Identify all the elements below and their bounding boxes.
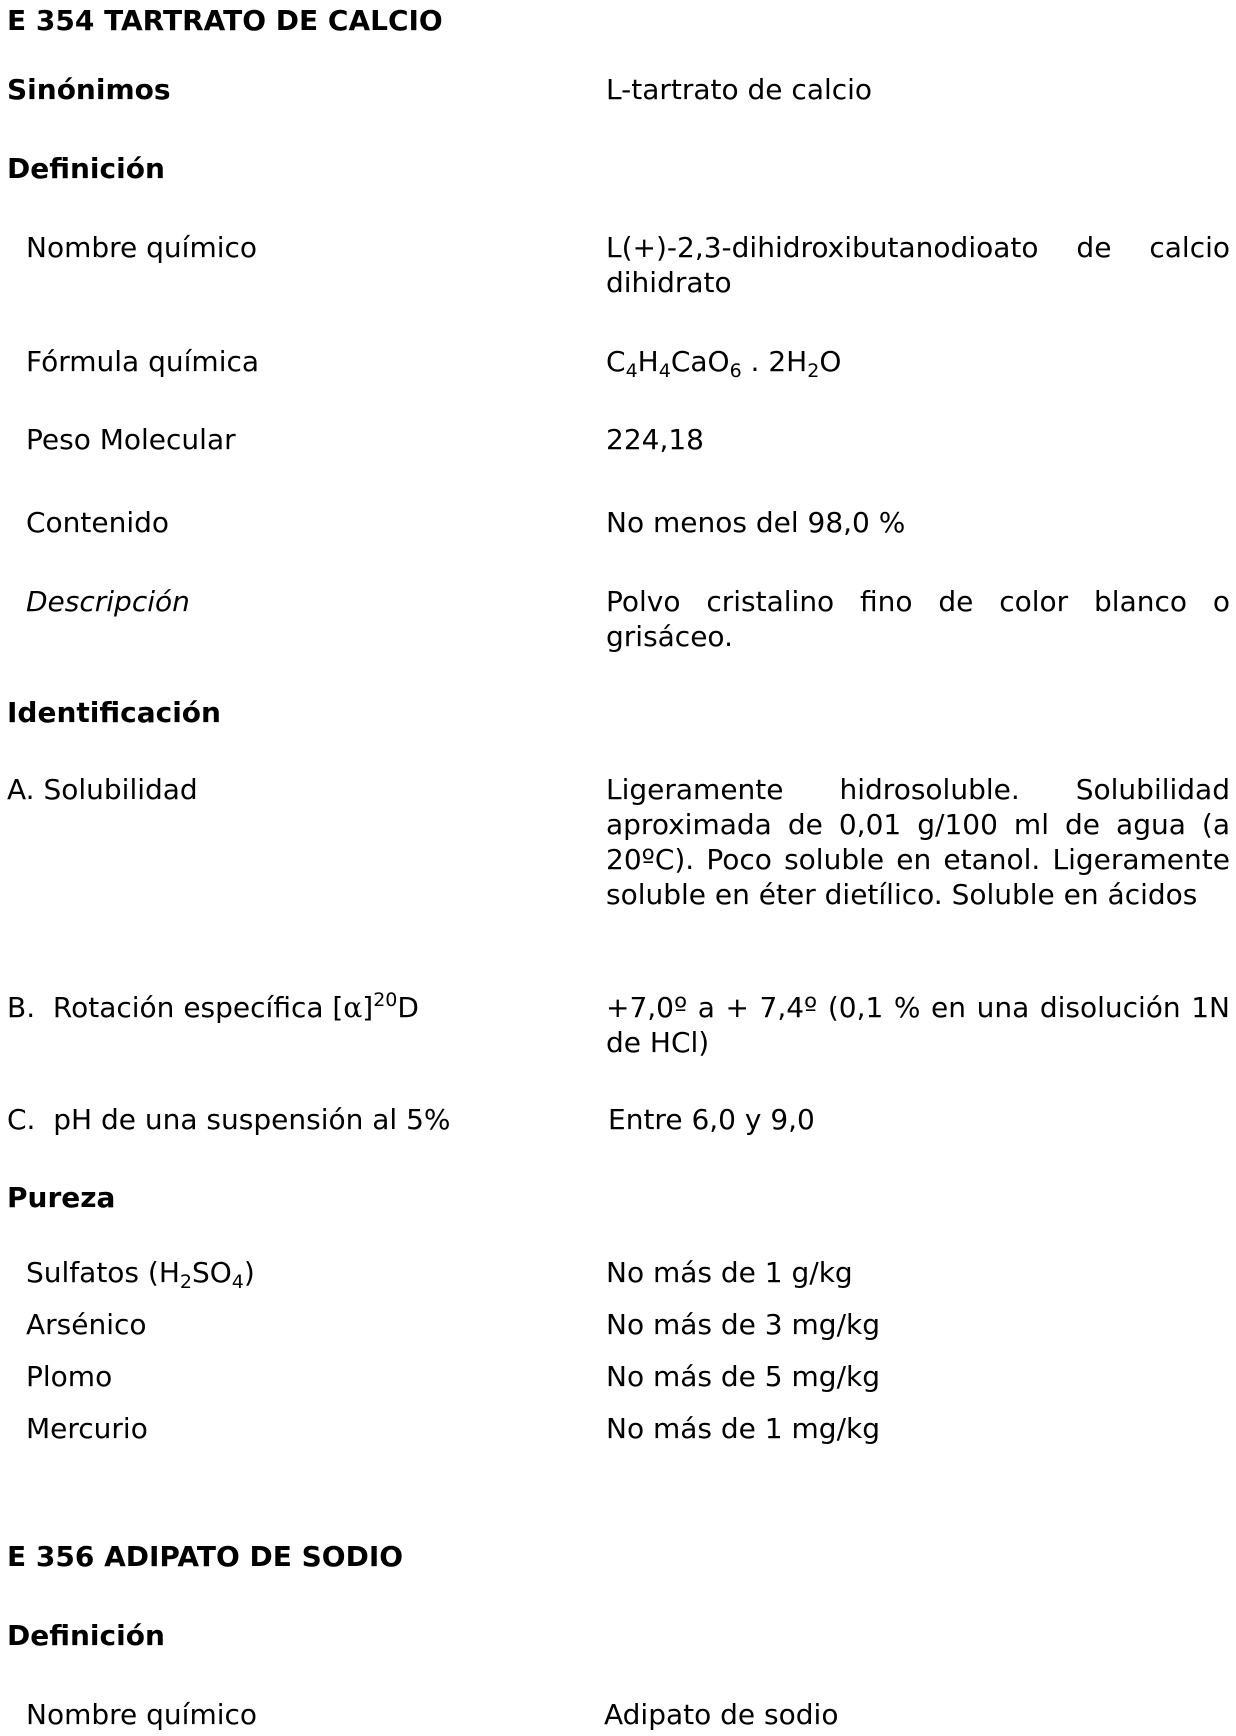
identificacion-heading: Identificación [7,696,221,729]
peso-molecular-label: Peso Molecular [26,423,236,456]
solubilidad-value: Ligeramente hidrosoluble. Solubilidad aproximada de 0,01 g/100 ml de agua (a 20ºC). Poco soluble en etanol. Ligeramente soluble en éter dietílico. Soluble en ácidos [606,773,1230,911]
plomo-value: No más de 5 mg/kg [606,1360,880,1393]
contenido-label: Contenido [26,506,170,539]
mercurio-value: No más de 1 mg/kg [606,1412,880,1445]
plomo-label: Plomo [26,1360,113,1393]
nombre-quimico-label-e356: Nombre químico [26,1698,258,1731]
section-title-e356: E 356 ADIPATO DE SODIO [7,1540,404,1573]
peso-molecular-value: 224,18 [606,423,704,456]
ph-value: Entre 6,0 y 9,0 [608,1103,815,1136]
sulfatos-value: No más de 1 g/kg [606,1256,853,1289]
formula-value: $C_4H_4CaO_6$ . $2H_2O$ [606,345,842,382]
arsenico-value: No más de 3 mg/kg [606,1308,880,1341]
section-title-e354: E 354 TARTRATO DE CALCIO [7,4,443,37]
rotacion-value: +7,0º a + 7,4º (0,1 % en una disolución 1N de HCl) [606,991,1230,1059]
pureza-heading: Pureza [7,1181,116,1214]
nombre-quimico-label: Nombre químico [26,231,258,264]
nombre-quimico-value: L(+)-2,3-dihidroxibutanodioato de calcio dihidrato [606,231,1230,299]
descripcion-label: Descripción [26,585,190,618]
formula-label: Fórmula química [26,345,260,378]
rotacion-label: B. Rotación específica $[\alpha]^{20}D$ [7,989,419,1024]
nombre-quimico-value-e356: Adipato de sodio [604,1698,839,1731]
sulfatos-label: Sulfatos $(H_2SO_4)$ [26,1256,255,1293]
solubilidad-label: A. Solubilidad [7,773,198,806]
sinonimos-label: Sinónimos [7,73,171,106]
definicion-heading: Definición [7,152,165,185]
ph-label: C. pH de una suspensión al 5% [7,1103,451,1136]
contenido-value: No menos del 98,0 % [606,506,906,539]
arsenico-label: Arsénico [26,1308,147,1341]
sinonimos-value: L-tartrato de calcio [606,73,873,106]
descripcion-value: Polvo cristalino fino de color blanco o grisáceo. [606,585,1230,653]
mercurio-label: Mercurio [26,1412,148,1445]
definicion-heading-e356: Definición [7,1619,165,1652]
